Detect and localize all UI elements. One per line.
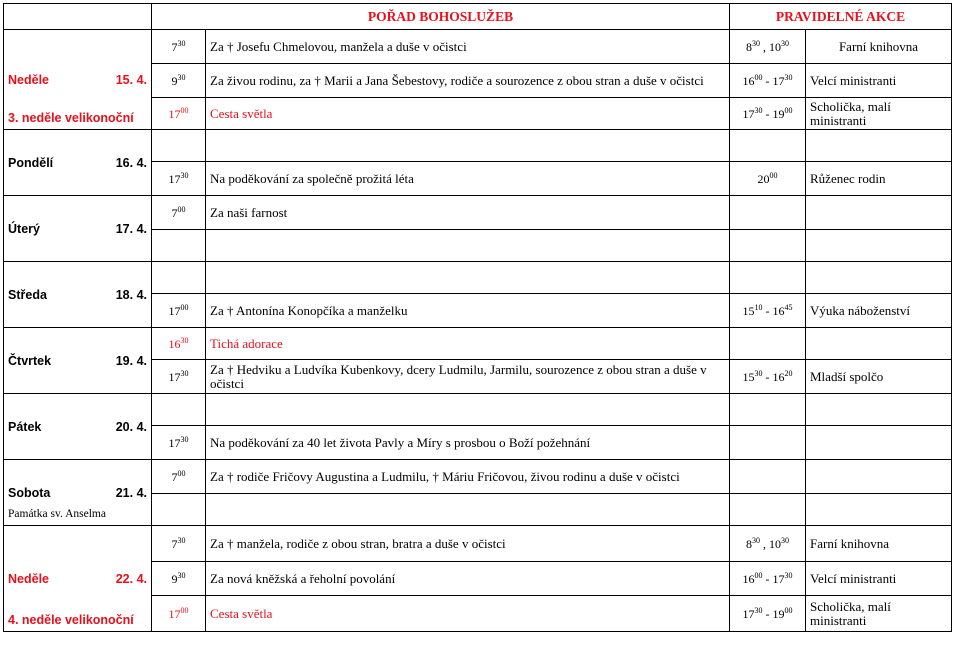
mass-time-minute: 30: [177, 38, 186, 48]
event-end-hour: 17: [772, 571, 785, 586]
event-name: Výuka náboženství: [806, 294, 952, 328]
day-cell: [4, 394, 152, 460]
event-start-hour: 15: [742, 369, 755, 384]
mass-time-minute: 30: [177, 535, 186, 545]
mass-time-hour: 17: [168, 106, 181, 121]
mass-intention: [206, 262, 730, 294]
mass-time: [152, 262, 206, 294]
day-heading: [8, 486, 147, 500]
schedule-row: [4, 394, 952, 426]
masses-title: POŘAD BOHOSLUŽEB: [152, 4, 730, 30]
event-time: [730, 30, 806, 64]
mass-intention: Za naši farnost: [206, 196, 730, 230]
event-start-minute: 10: [754, 302, 763, 312]
mass-time: [152, 328, 206, 360]
mass-intention: Cesta světla: [206, 596, 730, 632]
day-date: 20. 4.: [115, 419, 147, 434]
mass-time-minute: 30: [180, 368, 189, 378]
event-name: [806, 230, 952, 262]
day-name: Pátek: [8, 419, 42, 434]
schedule-row: [4, 328, 952, 360]
event-time: [730, 162, 806, 196]
event-time: [730, 64, 806, 98]
schedule-body: [4, 4, 952, 632]
mass-time-minute: 00: [180, 302, 189, 312]
mass-intention: [206, 230, 730, 262]
day-note: Památka sv. Anselma: [8, 508, 106, 520]
mass-time-hour: 7: [171, 469, 178, 484]
event-time: [730, 426, 806, 460]
event-end-minute: 30: [781, 38, 789, 48]
mass-time: [152, 562, 206, 596]
mass-intention: Na poděkování za společně prožitá léta: [206, 162, 730, 196]
event-start-hour: 20: [757, 171, 770, 186]
event-start-hour: 8: [746, 536, 752, 551]
mass-time: [152, 130, 206, 162]
event-time: [730, 562, 806, 596]
event-start-minute: 00: [754, 570, 763, 580]
mass-intention: Za † Antonína Konopčíka a manželku: [206, 294, 730, 328]
mass-time-minute: 00: [180, 605, 189, 615]
mass-time-minute: 30: [180, 335, 189, 345]
event-start-hour: 17: [742, 606, 755, 621]
event-name: [806, 196, 952, 230]
event-start-minute: 00: [769, 170, 778, 180]
mass-time-hour: 9: [171, 73, 178, 88]
mass-intention: Tichá adorace: [206, 328, 730, 360]
mass-time: [152, 596, 206, 632]
event-name: [806, 460, 952, 494]
event-end-minute: 00: [784, 605, 793, 615]
event-time: [730, 328, 806, 360]
mass-time-hour: 16: [168, 336, 181, 351]
event-name: [806, 328, 952, 360]
mass-time-minute: 30: [177, 72, 186, 82]
mass-intention: Za † Josefu Chmelovou, manžela a duše v očistci: [206, 30, 730, 64]
day-name: Neděle: [8, 72, 49, 87]
event-name: Velcí ministranti: [806, 64, 952, 98]
event-name: Farní knihovna: [806, 30, 952, 64]
mass-time-hour: 9: [171, 571, 178, 586]
header-corner-cell: [4, 4, 152, 30]
day-heading: [8, 420, 147, 434]
event-end-minute: 30: [781, 535, 789, 545]
day-name: Sobota: [8, 485, 51, 500]
event-time: [730, 394, 806, 426]
event-time-separator: ,: [760, 536, 769, 551]
event-name: [806, 426, 952, 460]
mass-time-minute: 30: [180, 434, 189, 444]
mass-time: [152, 64, 206, 98]
mass-time-hour: 17: [168, 435, 181, 450]
mass-time-hour: 7: [171, 205, 178, 220]
day-cell: [4, 526, 152, 632]
event-time: [730, 596, 806, 632]
event-name: Růženec rodin: [806, 162, 952, 196]
event-name: [806, 394, 952, 426]
event-time-separator: -: [762, 571, 773, 586]
mass-intention: Cesta světla: [206, 98, 730, 130]
mass-time: [152, 360, 206, 394]
mass-time-minute: 00: [180, 105, 189, 115]
day-cell: [4, 262, 152, 328]
event-time-separator: -: [762, 606, 773, 621]
event-time: [730, 360, 806, 394]
event-time: [730, 494, 806, 526]
day-heading: [8, 288, 147, 302]
schedule-row: [4, 460, 952, 494]
mass-time-hour: 17: [168, 171, 181, 186]
header-row: [4, 4, 952, 30]
event-end-minute: 00: [784, 105, 793, 115]
day-heading: [8, 354, 147, 368]
event-name: Scholička, malí ministranti: [806, 98, 952, 130]
event-time: [730, 230, 806, 262]
mass-time: [152, 230, 206, 262]
event-start-hour: 16: [742, 571, 755, 586]
event-start-minute: 30: [752, 535, 760, 545]
event-start-hour: 16: [742, 73, 755, 88]
event-time: [730, 262, 806, 294]
event-end-hour: 16: [772, 369, 785, 384]
mass-time-hour: 17: [168, 303, 181, 318]
mass-intention: Za nová kněžská a řeholní povolání: [206, 562, 730, 596]
event-name: Velcí ministranti: [806, 562, 952, 596]
schedule-row: [4, 526, 952, 562]
day-cell: [4, 30, 152, 130]
schedule-row: [4, 30, 952, 64]
mass-time-hour: 17: [168, 369, 181, 384]
schedule-row: [4, 130, 952, 162]
day-cell: [4, 328, 152, 394]
day-date: 22. 4.: [115, 571, 147, 586]
event-end-hour: 19: [772, 106, 785, 121]
day-cell: [4, 130, 152, 196]
event-start-minute: 30: [754, 368, 763, 378]
day-name: Úterý: [8, 221, 40, 236]
mass-time-minute: 00: [177, 204, 186, 214]
event-name: Farní knihovna: [806, 526, 952, 562]
day-name: Čtvrtek: [8, 353, 52, 368]
day-date: 17. 4.: [115, 221, 147, 236]
mass-intention: [206, 130, 730, 162]
mass-intention: [206, 494, 730, 526]
schedule-row: [4, 262, 952, 294]
mass-time: [152, 196, 206, 230]
event-time-separator: -: [762, 106, 773, 121]
day-name: Pondělí: [8, 155, 54, 170]
day-date: 18. 4.: [115, 287, 147, 302]
day-date: 16. 4.: [115, 155, 147, 170]
mass-time-hour: 7: [171, 39, 178, 54]
mass-time-minute: 30: [177, 570, 186, 580]
event-start-minute: 30: [754, 605, 763, 615]
schedule-row: [4, 196, 952, 230]
event-start-hour: 8: [746, 39, 752, 54]
event-name: [806, 130, 952, 162]
event-time: [730, 98, 806, 130]
mass-time: [152, 426, 206, 460]
event-end-minute: 20: [784, 368, 793, 378]
mass-time: [152, 494, 206, 526]
mass-time-hour: 17: [168, 606, 181, 621]
mass-intention: Za † Hedviku a Ludvíka Kubenkovy, dcery Ludmilu, Jarmilu, sourozence z obou stran a duše v očistci: [206, 360, 730, 394]
event-name: Scholička, malí ministranti: [806, 596, 952, 632]
event-start-hour: 17: [742, 106, 755, 121]
mass-time-minute: 30: [180, 170, 189, 180]
day-heading: [8, 156, 147, 170]
day-note: 4. neděle velikonoční: [8, 613, 134, 627]
day-heading: [8, 73, 147, 87]
day-date: 19. 4.: [115, 353, 147, 368]
event-time-separator: -: [762, 303, 773, 318]
mass-time-hour: 7: [171, 536, 178, 551]
mass-time: [152, 294, 206, 328]
event-end-minute: 30: [784, 72, 793, 82]
event-end-hour: 16: [772, 303, 785, 318]
event-name: Mladší spolčo: [806, 360, 952, 394]
event-end-minute: 30: [784, 570, 793, 580]
event-end-hour: 19: [772, 606, 785, 621]
day-date: 15. 4.: [115, 72, 147, 87]
schedule-table: [3, 3, 952, 632]
event-time-separator: -: [762, 369, 773, 384]
mass-time: [152, 162, 206, 196]
event-name: [806, 494, 952, 526]
event-name: [806, 262, 952, 294]
day-heading: [8, 572, 147, 586]
mass-time: [152, 98, 206, 130]
mass-intention: Za živou rodinu, za † Marii a Jana Šebestovy, rodiče a sourozence z obou stran a duše v očistci: [206, 64, 730, 98]
event-start-minute: 00: [754, 72, 763, 82]
mass-intention: [206, 394, 730, 426]
event-time: [730, 294, 806, 328]
event-end-minute: 45: [784, 302, 793, 312]
mass-intention: Na poděkování za 40 let života Pavly a Míry s prosbou o Boží požehnání: [206, 426, 730, 460]
mass-time-minute: 00: [177, 468, 186, 478]
day-cell: [4, 460, 152, 526]
event-start-hour: 15: [742, 303, 755, 318]
day-date: 21. 4.: [115, 485, 147, 500]
event-end-hour: 17: [772, 73, 785, 88]
day-name: Středa: [8, 287, 47, 302]
event-start-minute: 30: [752, 38, 760, 48]
day-name: Neděle: [8, 571, 49, 586]
event-end-hour: 10: [769, 536, 781, 551]
event-start-minute: 30: [754, 105, 763, 115]
day-cell: [4, 196, 152, 262]
event-time: [730, 460, 806, 494]
day-heading: [8, 222, 147, 236]
mass-intention: Za † manžela, rodiče z obou stran, bratra a duše v očistci: [206, 526, 730, 562]
mass-intention: Za † rodiče Fričovy Augustina a Ludmilu, † Máriu Fričovou, živou rodinu a duše v očistci: [206, 460, 730, 494]
mass-time: [152, 460, 206, 494]
event-time-separator: ,: [760, 39, 769, 54]
mass-time: [152, 30, 206, 64]
mass-time: [152, 526, 206, 562]
event-time-separator: -: [762, 73, 773, 88]
day-note: 3. neděle velikonoční: [8, 111, 134, 125]
mass-time: [152, 394, 206, 426]
event-time: [730, 526, 806, 562]
event-end-hour: 10: [769, 39, 781, 54]
event-time: [730, 196, 806, 230]
event-time: [730, 130, 806, 162]
events-title: PRAVIDELNÉ AKCE: [730, 4, 952, 30]
